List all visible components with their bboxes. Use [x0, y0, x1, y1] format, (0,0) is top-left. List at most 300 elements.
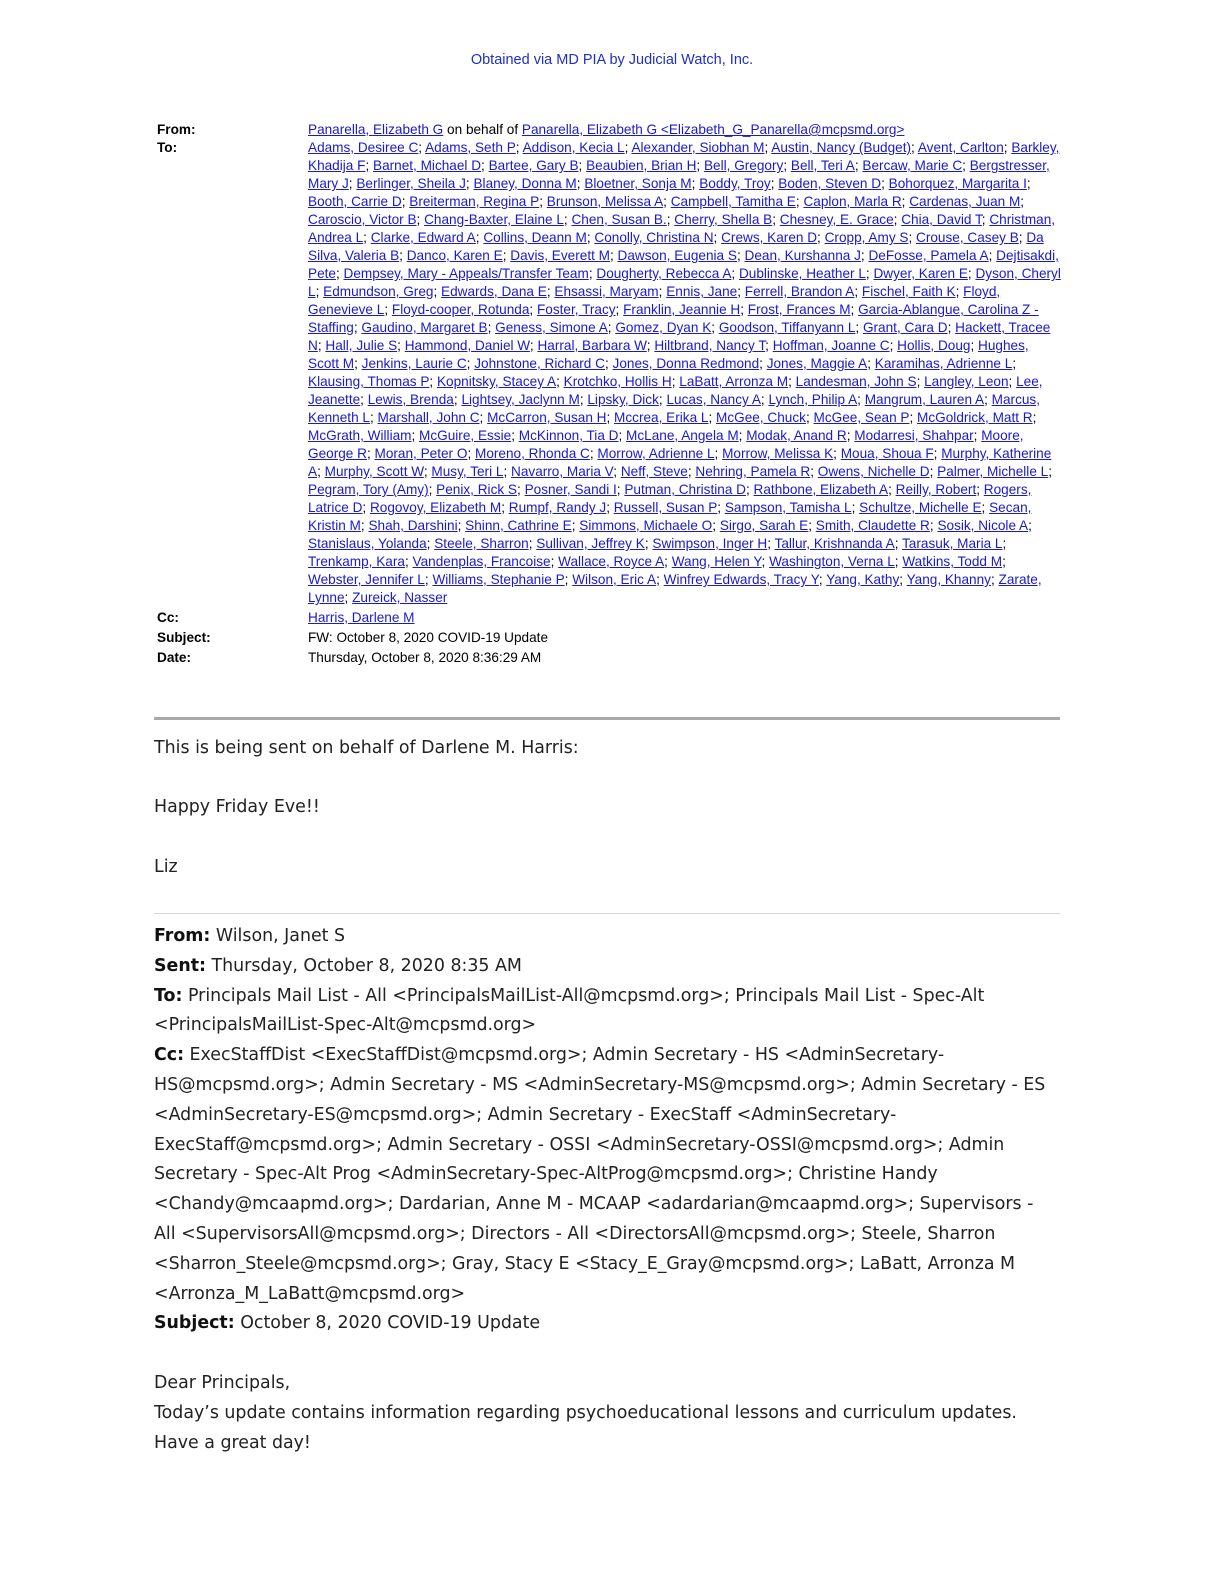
to-recipient-link[interactable]: Caplon, Marla R	[803, 194, 902, 209]
recipient-separator: ;	[867, 356, 875, 371]
to-recipient-link[interactable]: Bercaw, Marie C	[862, 158, 963, 173]
to-recipient-link[interactable]: Webster, Jennifer L	[308, 572, 425, 587]
recipient-separator: ;	[344, 590, 353, 605]
recipient-separator: ;	[616, 482, 625, 497]
recipient-separator: ;	[606, 410, 615, 425]
to-recipient-link[interactable]: Murphy, Katherine A	[308, 446, 1052, 479]
to-recipient-link[interactable]: Avent, Carlton	[917, 140, 1004, 155]
to-recipient-link[interactable]: Cherry, Shella B	[674, 212, 773, 227]
source-banner: Obtained via MD PIA by Judicial Watch, Inc.	[470, 52, 754, 68]
recipient-separator: ;	[589, 446, 598, 461]
to-recipient-link[interactable]: Chesney, E. Grace	[779, 212, 894, 227]
to-recipient-link[interactable]: McCarron, Susan H	[487, 410, 607, 425]
to-recipient-link[interactable]: Klausing, Thomas P	[308, 374, 430, 389]
update-paragraph: Today’s update contains information regarding psychoeducational lessons and curriculum updates.	[154, 1402, 1017, 1423]
to-recipient-link[interactable]: Karamihas, Adrienne L	[874, 356, 1013, 371]
recipient-separator: ;	[362, 500, 370, 515]
forward-divider	[154, 913, 1060, 914]
to-recipient-link[interactable]: Ennis, Jane	[666, 284, 738, 299]
to-recipient-link[interactable]: Christman, Andrea L	[308, 212, 1056, 245]
subject-label: Subject:	[157, 630, 211, 645]
recipient-separator: ;	[418, 140, 426, 155]
to-recipient-link[interactable]: Geness, Simone A	[495, 320, 608, 335]
recipient-separator: ;	[563, 212, 572, 227]
to-recipient-link[interactable]: Bartee, Gary B	[488, 158, 579, 173]
to-recipient-link[interactable]: McLane, Angela M	[626, 428, 739, 443]
to-recipient-link[interactable]: Floyd-cooper, Rotunda	[391, 302, 530, 317]
recipient-separator: ;	[810, 464, 818, 479]
to-recipient-link[interactable]: Sullivan, Jeffrey K	[536, 536, 645, 551]
recipient-separator: ;	[317, 464, 325, 479]
to-recipient-link[interactable]: Lee, Jeanette	[308, 374, 1043, 407]
from-sender-link[interactable]: Panarella, Elizabeth G	[308, 122, 444, 137]
to-recipient-link[interactable]: Adams, Desiree C	[308, 140, 419, 155]
to-recipient-link[interactable]: Bell, Gregory	[703, 158, 784, 173]
recipient-separator: ;	[818, 572, 827, 587]
to-recipient-link[interactable]: Yang, Kathy	[826, 572, 900, 587]
to-recipient-link[interactable]: Chen, Susan B.	[571, 212, 667, 227]
to-recipient-link[interactable]: Mangrum, Lauren A	[864, 392, 985, 407]
recipient-separator: ;	[479, 410, 488, 425]
body-line-1: This is being sent on behalf of Darlene M. Harris:	[154, 738, 579, 758]
recipient-separator: ;	[929, 464, 938, 479]
cc-recipient-link[interactable]: Harris, Darlene M	[308, 610, 415, 625]
recipient-separator: ;	[788, 374, 796, 389]
to-recipient-link[interactable]: Campbell, Tamitha E	[670, 194, 796, 209]
to-recipient-link[interactable]: Swimpson, Inger H	[652, 536, 768, 551]
recipient-separator: ;	[1008, 374, 1017, 389]
to-recipient-link[interactable]: Smith, Claudette R	[815, 518, 930, 533]
to-recipient-link[interactable]: Harral, Barbara W	[537, 338, 647, 353]
body-signature: Liz	[154, 857, 178, 877]
to-label: To:	[157, 140, 178, 155]
to-recipient-link[interactable]: Simmons, Michaele O	[579, 518, 713, 533]
to-recipient-link[interactable]: Collins, Deann M	[483, 230, 587, 245]
to-recipient-link[interactable]: Berlinger, Sheila J	[356, 176, 466, 191]
to-recipient-link[interactable]: Morrow, Melissa K	[722, 446, 834, 461]
recipient-separator: ;	[712, 518, 720, 533]
to-recipient-link[interactable]: Putman, Christina D	[624, 482, 746, 497]
date-label: Date:	[157, 650, 191, 665]
to-recipient-link[interactable]: Zureick, Nasser	[352, 590, 448, 605]
recipient-separator: ;	[424, 572, 433, 587]
to-recipient-link[interactable]: Musy, Teri L	[431, 464, 504, 479]
to-recipient-link[interactable]: Morrow, Adrienne L	[597, 446, 715, 461]
to-recipient-link[interactable]: Franklin, Jeannie H	[623, 302, 741, 317]
recipient-separator: ;	[973, 428, 982, 443]
recipient-separator: ;	[315, 284, 324, 299]
to-recipient-link[interactable]: Krotchko, Hollis H	[563, 374, 672, 389]
to-recipient-link[interactable]: Moran, Peter O	[374, 446, 468, 461]
recipient-separator: ;	[528, 536, 537, 551]
recipient-separator: ;	[955, 284, 964, 299]
recipient-separator: ;	[737, 284, 745, 299]
recipient-separator: ;	[335, 266, 344, 281]
to-recipient-link[interactable]: Hughes, Scott M	[308, 338, 1029, 371]
fwd-cc-value: ExecStaffDist <ExecStaffDist@mcpsmd.org>; Admin Secretary - HS <AdminSecretary-HS@mcpsmd.org>; Admin Secretary - MS <AdminSecretary-MS@mcpsmd.org>; Admin Secretary - ES <AdminSecretary-ES@mcpsmd.org>; Admin Secretary - ExecStaff <AdminSecretary-ExecStaff@mcpsmd.org>; Admin Secretary - OSSI <AdminSecretary-OSSI@mcpsmd.org>; Admin Secretary - Spec-Alt Prog <AdminSecretary-Spec-AltProg@mcpsmd.org>; Christine Handy <Chandy@mcaapmd.org>; Dardarian, Anne M - MCAAP <adardarian@mcaapmd.org>; Supervisors - All <SupervisorsAll@mcpsmd.org>; Directors - All <DirectorsAll@mcpsmd.org>; Steele, Sharron <Sharron_Steele@mcpsmd.org>; Gray, Stacy E <Stacy_E_Gray@mcpsmd.org>; LaBatt, Arronza M <Arronza_M_LaBatt@mcpsmd.org>	[154, 1045, 1046, 1304]
from-label: From:	[157, 122, 196, 137]
recipient-separator: ;	[899, 572, 907, 587]
recipient-separator: ;	[1002, 554, 1006, 569]
closing-line: Have a great day!	[154, 1432, 311, 1453]
to-recipient-link[interactable]: Marshall, John C	[377, 410, 480, 425]
recipient-separator: ;	[466, 356, 475, 371]
recipient-separator: ;	[860, 248, 869, 263]
to-recipient-link[interactable]: Dejtisakdi, Pete	[308, 248, 1059, 281]
recipient-separator: ;	[911, 140, 918, 155]
to-recipient-link[interactable]: Williams, Stephanie P	[432, 572, 565, 587]
to-recipient-link[interactable]: Hammond, Daniel W	[404, 338, 530, 353]
to-recipient-link[interactable]: Grant, Cara D	[862, 320, 948, 335]
to-recipient-link[interactable]: Hollis, Doug	[897, 338, 971, 353]
to-recipient-link[interactable]: Kopnitsky, Stacey A	[436, 374, 557, 389]
to-recipient-link[interactable]: Cropp, Amy S	[824, 230, 909, 245]
to-recipient-link[interactable]: Lucas, Nancy A	[666, 392, 761, 407]
to-recipient-link[interactable]: Austin, Nancy (Budget)	[771, 140, 912, 155]
to-recipient-link[interactable]: Jones, Maggie A	[766, 356, 868, 371]
recipient-separator: ;	[366, 446, 375, 461]
to-recipient-link[interactable]: Ferrell, Brandon A	[744, 284, 855, 299]
to-recipient-link[interactable]: Crews, Karen D	[721, 230, 818, 245]
to-recipient-link[interactable]: McGee, Chuck	[716, 410, 806, 425]
fwd-to-value: Principals Mail List - All <PrincipalsMailList-All@mcpsmd.org>; Principals Mail List - Spec-Alt <PrincipalsMailList-Spec-Alt@mcpsmd.org>	[154, 985, 985, 1036]
to-recipient-link[interactable]: Bergstresser, Mary J	[308, 158, 1050, 191]
to-recipient-link[interactable]: LaBatt, Arronza M	[679, 374, 789, 389]
recipient-separator: ;	[671, 374, 680, 389]
recipient-separator: ;	[487, 320, 496, 335]
recipient-separator: ;	[579, 392, 588, 407]
fwd-sent-value: Thursday, October 8, 2020 8:35 AM	[205, 955, 522, 976]
to-recipient-link[interactable]: Edmundson, Greg	[323, 284, 434, 299]
recipient-separator: ;	[850, 302, 859, 317]
recipient-separator: ;	[546, 284, 555, 299]
to-recipient-link[interactable]: Watkins, Todd M	[902, 554, 1003, 569]
to-recipient-link[interactable]: Conolly, Christina N	[594, 230, 714, 245]
to-recipient-link[interactable]: Dougherty, Rebecca A	[596, 266, 732, 281]
recipient-separator: ;	[984, 392, 992, 407]
recipient-separator: ;	[663, 194, 671, 209]
recipient-separator: ;	[894, 554, 903, 569]
recipient-separator: ;	[962, 158, 970, 173]
recipient-separator: ;	[909, 410, 918, 425]
to-recipient-link[interactable]: Washington, Verna L	[769, 554, 895, 569]
recipient-separator: ;	[465, 176, 474, 191]
recipient-separator: ;	[765, 338, 773, 353]
to-recipient-list	[308, 139, 1062, 607]
to-recipient-link[interactable]: Chia, David T	[901, 212, 982, 227]
to-recipient-link[interactable]: Rumpf, Randy J	[508, 500, 607, 515]
recipient-separator: ;	[967, 266, 976, 281]
from-value	[308, 121, 1062, 139]
recipient-separator: ;	[426, 536, 435, 551]
recipient-separator: ;	[428, 482, 437, 497]
recipient-separator: ;	[529, 302, 537, 317]
to-recipient-link[interactable]: Winfrey Edwards, Tracy Y	[663, 572, 819, 587]
cc-label: Cc:	[157, 610, 179, 625]
recipient-separator: ;	[893, 212, 902, 227]
to-recipient-link[interactable]: Beaubien, Brian H	[586, 158, 697, 173]
to-recipient-link[interactable]: Moua, Shoua F	[840, 446, 934, 461]
to-recipient-link[interactable]: Jenkins, Laurie C	[361, 356, 467, 371]
recipient-separator: ;	[613, 464, 621, 479]
recipient-separator: ;	[399, 248, 407, 263]
to-recipient-link[interactable]: Mccrea, Erika L	[614, 410, 709, 425]
recipient-separator: ;	[353, 320, 362, 335]
to-recipient-link[interactable]: Secan, Kristin M	[308, 500, 1032, 533]
recipient-separator: ;	[947, 320, 956, 335]
to-recipient-link[interactable]: Blaney, Donna M	[473, 176, 577, 191]
to-recipient-link[interactable]: Barnet, Michael D	[373, 158, 482, 173]
to-recipient-link[interactable]: Lipsky, Dick	[587, 392, 659, 407]
recipient-separator: ;	[529, 338, 538, 353]
recipient-separator: ;	[475, 230, 484, 245]
recipient-separator: ;	[736, 248, 745, 263]
to-recipient-link[interactable]: Moreno, Rhonda C	[475, 446, 590, 461]
recipient-separator: ;	[453, 392, 462, 407]
to-recipient-link[interactable]: Rathbone, Elizabeth A	[753, 482, 889, 497]
recipient-separator: ;	[817, 230, 825, 245]
to-recipient-link[interactable]: Frost, Frances M	[747, 302, 851, 317]
recipient-separator: ;	[423, 464, 432, 479]
to-recipient-link[interactable]: Clarke, Edward A	[370, 230, 476, 245]
recipient-separator: ;	[731, 266, 739, 281]
recipient-separator: ;	[711, 320, 719, 335]
to-recipient-link[interactable]: McKinnon, Tia D	[518, 428, 619, 443]
to-recipient-link[interactable]: Wallace, Royce A	[558, 554, 665, 569]
to-recipient-link[interactable]: Edwards, Dana E	[441, 284, 547, 299]
to-recipient-link[interactable]: Gaudino, Margaret B	[361, 320, 488, 335]
to-recipient-link[interactable]: Da Silva, Valeria B	[308, 230, 1044, 263]
to-recipient-link[interactable]: Garcia-Ablangue, Carolina Z - Staffing	[308, 302, 1039, 335]
fwd-subject-value: October 8, 2020 COVID-19 Update	[234, 1313, 541, 1334]
recipient-separator: ;	[929, 518, 938, 533]
to-recipient-link[interactable]: Moore, George R	[308, 428, 1024, 461]
to-recipient-link[interactable]: Pegram, Tory (Amy)	[308, 482, 429, 497]
recipient-separator: ;	[901, 194, 910, 209]
to-recipient-link[interactable]: McGoldrick, Matt R	[917, 410, 1033, 425]
to-recipient-link[interactable]: McGee, Sean P	[813, 410, 910, 425]
to-recipient-link[interactable]: Brunson, Melissa A	[546, 194, 664, 209]
recipient-separator: ;	[881, 176, 889, 191]
cc-row	[157, 609, 1062, 627]
recipient-separator: ;	[354, 356, 362, 371]
to-recipient-link[interactable]: Sampson, Tamisha L	[724, 500, 852, 515]
to-recipient-link[interactable]: Zarate, Lynne	[308, 572, 1042, 605]
to-recipient-link[interactable]: Fischel, Faith K	[861, 284, 956, 299]
to-recipient-link[interactable]: Rogovoy, Elizabeth M	[369, 500, 502, 515]
recipient-separator: ;	[761, 554, 770, 569]
to-recipient-link[interactable]: Davis, Everett M	[510, 248, 610, 263]
to-recipient-link[interactable]: Ehsassi, Maryam	[554, 284, 659, 299]
recipient-separator: ;	[618, 428, 627, 443]
recipient-separator: ;	[539, 194, 547, 209]
date-value: Thursday, October 8, 2020 8:36:29 AM	[308, 650, 542, 665]
recipient-separator: ;	[556, 374, 564, 389]
fwd-subject-line	[154, 1309, 1054, 1339]
to-recipient-link[interactable]: Cardenas, Juan M	[909, 194, 1021, 209]
to-recipient-link[interactable]: Goodson, Tiffanyann L	[718, 320, 856, 335]
recipient-separator: ;	[713, 230, 722, 245]
to-recipient-link[interactable]: Bell, Teri A	[790, 158, 855, 173]
to-recipient-link[interactable]: Palmer, Michelle L	[937, 464, 1049, 479]
recipient-separator: ;	[416, 212, 425, 227]
to-recipient-link[interactable]: Danco, Karen E	[406, 248, 503, 263]
fwd-to-label: To:	[154, 985, 183, 1006]
to-recipient-link[interactable]: Dempsey, Mary - Appeals/Transfer Team	[343, 266, 589, 281]
to-recipient-link[interactable]: Crouse, Casey B	[916, 230, 1019, 245]
recipient-separator: ;	[624, 140, 632, 155]
fwd-sent-label: Sent:	[154, 955, 206, 976]
to-recipient-link[interactable]: Jones, Donna Redmond	[612, 356, 760, 371]
to-recipient-link[interactable]: Rogers, Latrice D	[308, 482, 1032, 515]
to-recipient-link[interactable]: McGrath, William	[308, 428, 412, 443]
to-recipient-link[interactable]: Alexander, Siobhan M	[631, 140, 765, 155]
to-recipient-link[interactable]: DeFosse, Pamela A	[868, 248, 989, 263]
to-recipient-link[interactable]: Posner, Sandi I	[524, 482, 617, 497]
recipient-separator: ;	[1026, 176, 1031, 191]
to-recipient-link[interactable]: Dean, Kurshanna J	[744, 248, 861, 263]
to-recipient-link[interactable]: Neff, Steve	[620, 464, 688, 479]
to-recipient-link[interactable]: Sosik, Nicole A	[937, 518, 1029, 533]
to-recipient-link[interactable]: Booth, Carrie D	[308, 194, 402, 209]
recipient-separator: ;	[738, 428, 747, 443]
to-recipient-link[interactable]: Caroscio, Victor B	[308, 212, 417, 227]
to-recipient-link[interactable]: Stanislaus, Yolanda	[308, 536, 427, 551]
recipient-separator: ;	[457, 518, 466, 533]
to-recipient-link[interactable]: Murphy, Scott W	[324, 464, 424, 479]
email-header	[157, 121, 1062, 667]
recipient-separator: ;	[767, 536, 775, 551]
from-row	[157, 121, 1062, 139]
recipient-separator: ;	[1002, 536, 1007, 551]
to-recipient-link[interactable]: Boden, Steven D	[778, 176, 882, 191]
to-recipient-link[interactable]: Dawson, Eugenia S	[617, 248, 737, 263]
to-recipient-link[interactable]: Landesman, John S	[795, 374, 917, 389]
recipient-separator: ;	[502, 248, 511, 263]
to-recipient-link[interactable]: McGuire, Essie	[419, 428, 512, 443]
greeting: Dear Principals,	[154, 1372, 291, 1393]
to-recipient-link[interactable]: Yang, Khanny	[906, 572, 991, 587]
to-recipient-link[interactable]: Dyson, Cheryl L	[308, 266, 1061, 299]
to-recipient-link[interactable]: Bohorquez, Margarita I	[888, 176, 1027, 191]
recipient-separator: ;	[607, 320, 616, 335]
recipient-separator: ;	[933, 446, 942, 461]
body-line-2: Happy Friday Eve!!	[154, 797, 320, 817]
recipient-separator: ;	[854, 284, 862, 299]
recipient-separator: ;	[970, 338, 979, 353]
recipient-separator: ;	[1003, 140, 1012, 155]
to-recipient-link[interactable]: Navarro, Maria V	[511, 464, 614, 479]
to-recipient-link[interactable]: Hiltbrand, Nancy T	[654, 338, 766, 353]
recipient-separator: ;	[604, 356, 613, 371]
recipient-separator: ;	[808, 518, 816, 533]
recipient-separator: ;	[981, 500, 990, 515]
to-recipient-link[interactable]: Modarresi, Shahpar	[854, 428, 974, 443]
to-recipient-link[interactable]: Sirgo, Sarah E	[719, 518, 809, 533]
to-recipient-link[interactable]: Adams, Seth P	[425, 140, 516, 155]
recipient-separator: ;	[646, 338, 655, 353]
to-recipient-link[interactable]: Bloetner, Sonja M	[584, 176, 692, 191]
to-recipient-link[interactable]: Hackett, Tracee N	[308, 320, 1051, 353]
to-recipient-link[interactable]: Boddy, Troy	[699, 176, 771, 191]
to-recipient-link[interactable]: Breiterman, Regina P	[409, 194, 540, 209]
recipient-separator: ;	[550, 554, 559, 569]
header-divider	[154, 717, 1060, 720]
recipient-separator: ;	[740, 302, 748, 317]
to-recipient-link[interactable]: Shinn, Cathrine E	[465, 518, 572, 533]
to-recipient-link[interactable]: Floyd, Genevieve L	[308, 284, 1001, 317]
to-recipient-link[interactable]: Russell, Susan P	[613, 500, 718, 515]
to-recipient-link[interactable]: Owens, Nichelle D	[817, 464, 930, 479]
to-recipient-link[interactable]: Chang-Baxter, Elaine L	[424, 212, 564, 227]
recipient-separator: ;	[745, 482, 754, 497]
to-recipient-link[interactable]: Foster, Tracy	[536, 302, 616, 317]
recipient-separator: ;	[317, 338, 326, 353]
recipient-separator: ;	[615, 302, 624, 317]
to-recipient-link[interactable]: Marcus, Kenneth L	[308, 392, 1040, 425]
to-recipient-link[interactable]: Vandenplas, Francoise	[412, 554, 551, 569]
to-recipient-link[interactable]: Lynch, Philip A	[768, 392, 858, 407]
to-recipient-link[interactable]: Steele, Sharron	[434, 536, 529, 551]
date-row	[157, 649, 1062, 667]
recipient-separator: ;	[404, 554, 413, 569]
recipient-separator: ;	[759, 356, 767, 371]
to-recipient-link[interactable]: Tarasuk, Maria L	[902, 536, 1003, 551]
to-recipient-link[interactable]: Addison, Kecia L	[522, 140, 625, 155]
to-recipient-link[interactable]: Trenkamp, Kara	[308, 554, 405, 569]
recipient-separator: ;	[511, 428, 519, 443]
to-recipient-link[interactable]: Langley, Leon	[924, 374, 1009, 389]
to-recipient-link[interactable]: Lightsey, Jaclynn M	[461, 392, 580, 407]
to-recipient-link[interactable]: Wang, Helen Y	[671, 554, 762, 569]
to-recipient-link[interactable]: Dwyer, Karen E	[873, 266, 968, 281]
fwd-to-line	[154, 982, 1054, 1042]
to-recipient-link[interactable]: Gomez, Dyan K	[615, 320, 712, 335]
recipient-separator: ;	[865, 266, 874, 281]
recipient-separator: ;	[517, 482, 525, 497]
recipient-separator: ;	[691, 176, 700, 191]
recipient-separator: ;	[855, 320, 863, 335]
to-recipient-link[interactable]: Nehring, Pamela R	[695, 464, 811, 479]
to-recipient-link[interactable]: Reilly, Robert	[895, 482, 977, 497]
to-recipient-link[interactable]: Hoffman, Joanne C	[772, 338, 890, 353]
to-recipient-link[interactable]: Barkley, Khadija F	[308, 140, 1060, 173]
to-recipient-link[interactable]: Tallur, Krishnanda A	[774, 536, 895, 551]
recipient-separator: ;	[369, 410, 378, 425]
to-recipient-link[interactable]: Hall, Julie S	[325, 338, 398, 353]
recipient-separator: ;	[1028, 518, 1032, 533]
recipient-separator: ;	[760, 392, 769, 407]
recipient-separator: ;	[976, 482, 984, 497]
recipient-separator: ;	[916, 374, 925, 389]
recipient-separator: ;	[576, 176, 585, 191]
to-recipient-link[interactable]: Penix, Rick S	[436, 482, 518, 497]
to-recipient-link[interactable]: Johnstone, Richard C	[474, 356, 605, 371]
recipient-separator: ;	[360, 518, 369, 533]
from-address-link[interactable]: Panarella, Elizabeth G <Elizabeth_G_Panarella@mcpsmd.org>	[521, 122, 905, 137]
to-recipient-link[interactable]: Dublinske, Heather L	[738, 266, 866, 281]
to-recipient-link[interactable]: Schultze, Michelle E	[859, 500, 982, 515]
recipient-separator: ;	[578, 158, 587, 173]
recipient-separator: ;	[988, 248, 997, 263]
recipient-separator: ;	[1048, 464, 1052, 479]
to-recipient-link[interactable]: Lewis, Brenda	[367, 392, 454, 407]
recipient-separator: ;	[714, 446, 723, 461]
to-recipient-link[interactable]: Wilson, Eric A	[572, 572, 657, 587]
from-connector: on behalf of	[443, 122, 522, 137]
to-recipient-link[interactable]: Shah, Darshini	[368, 518, 458, 533]
to-recipient-link[interactable]: Modak, Anand R	[746, 428, 847, 443]
